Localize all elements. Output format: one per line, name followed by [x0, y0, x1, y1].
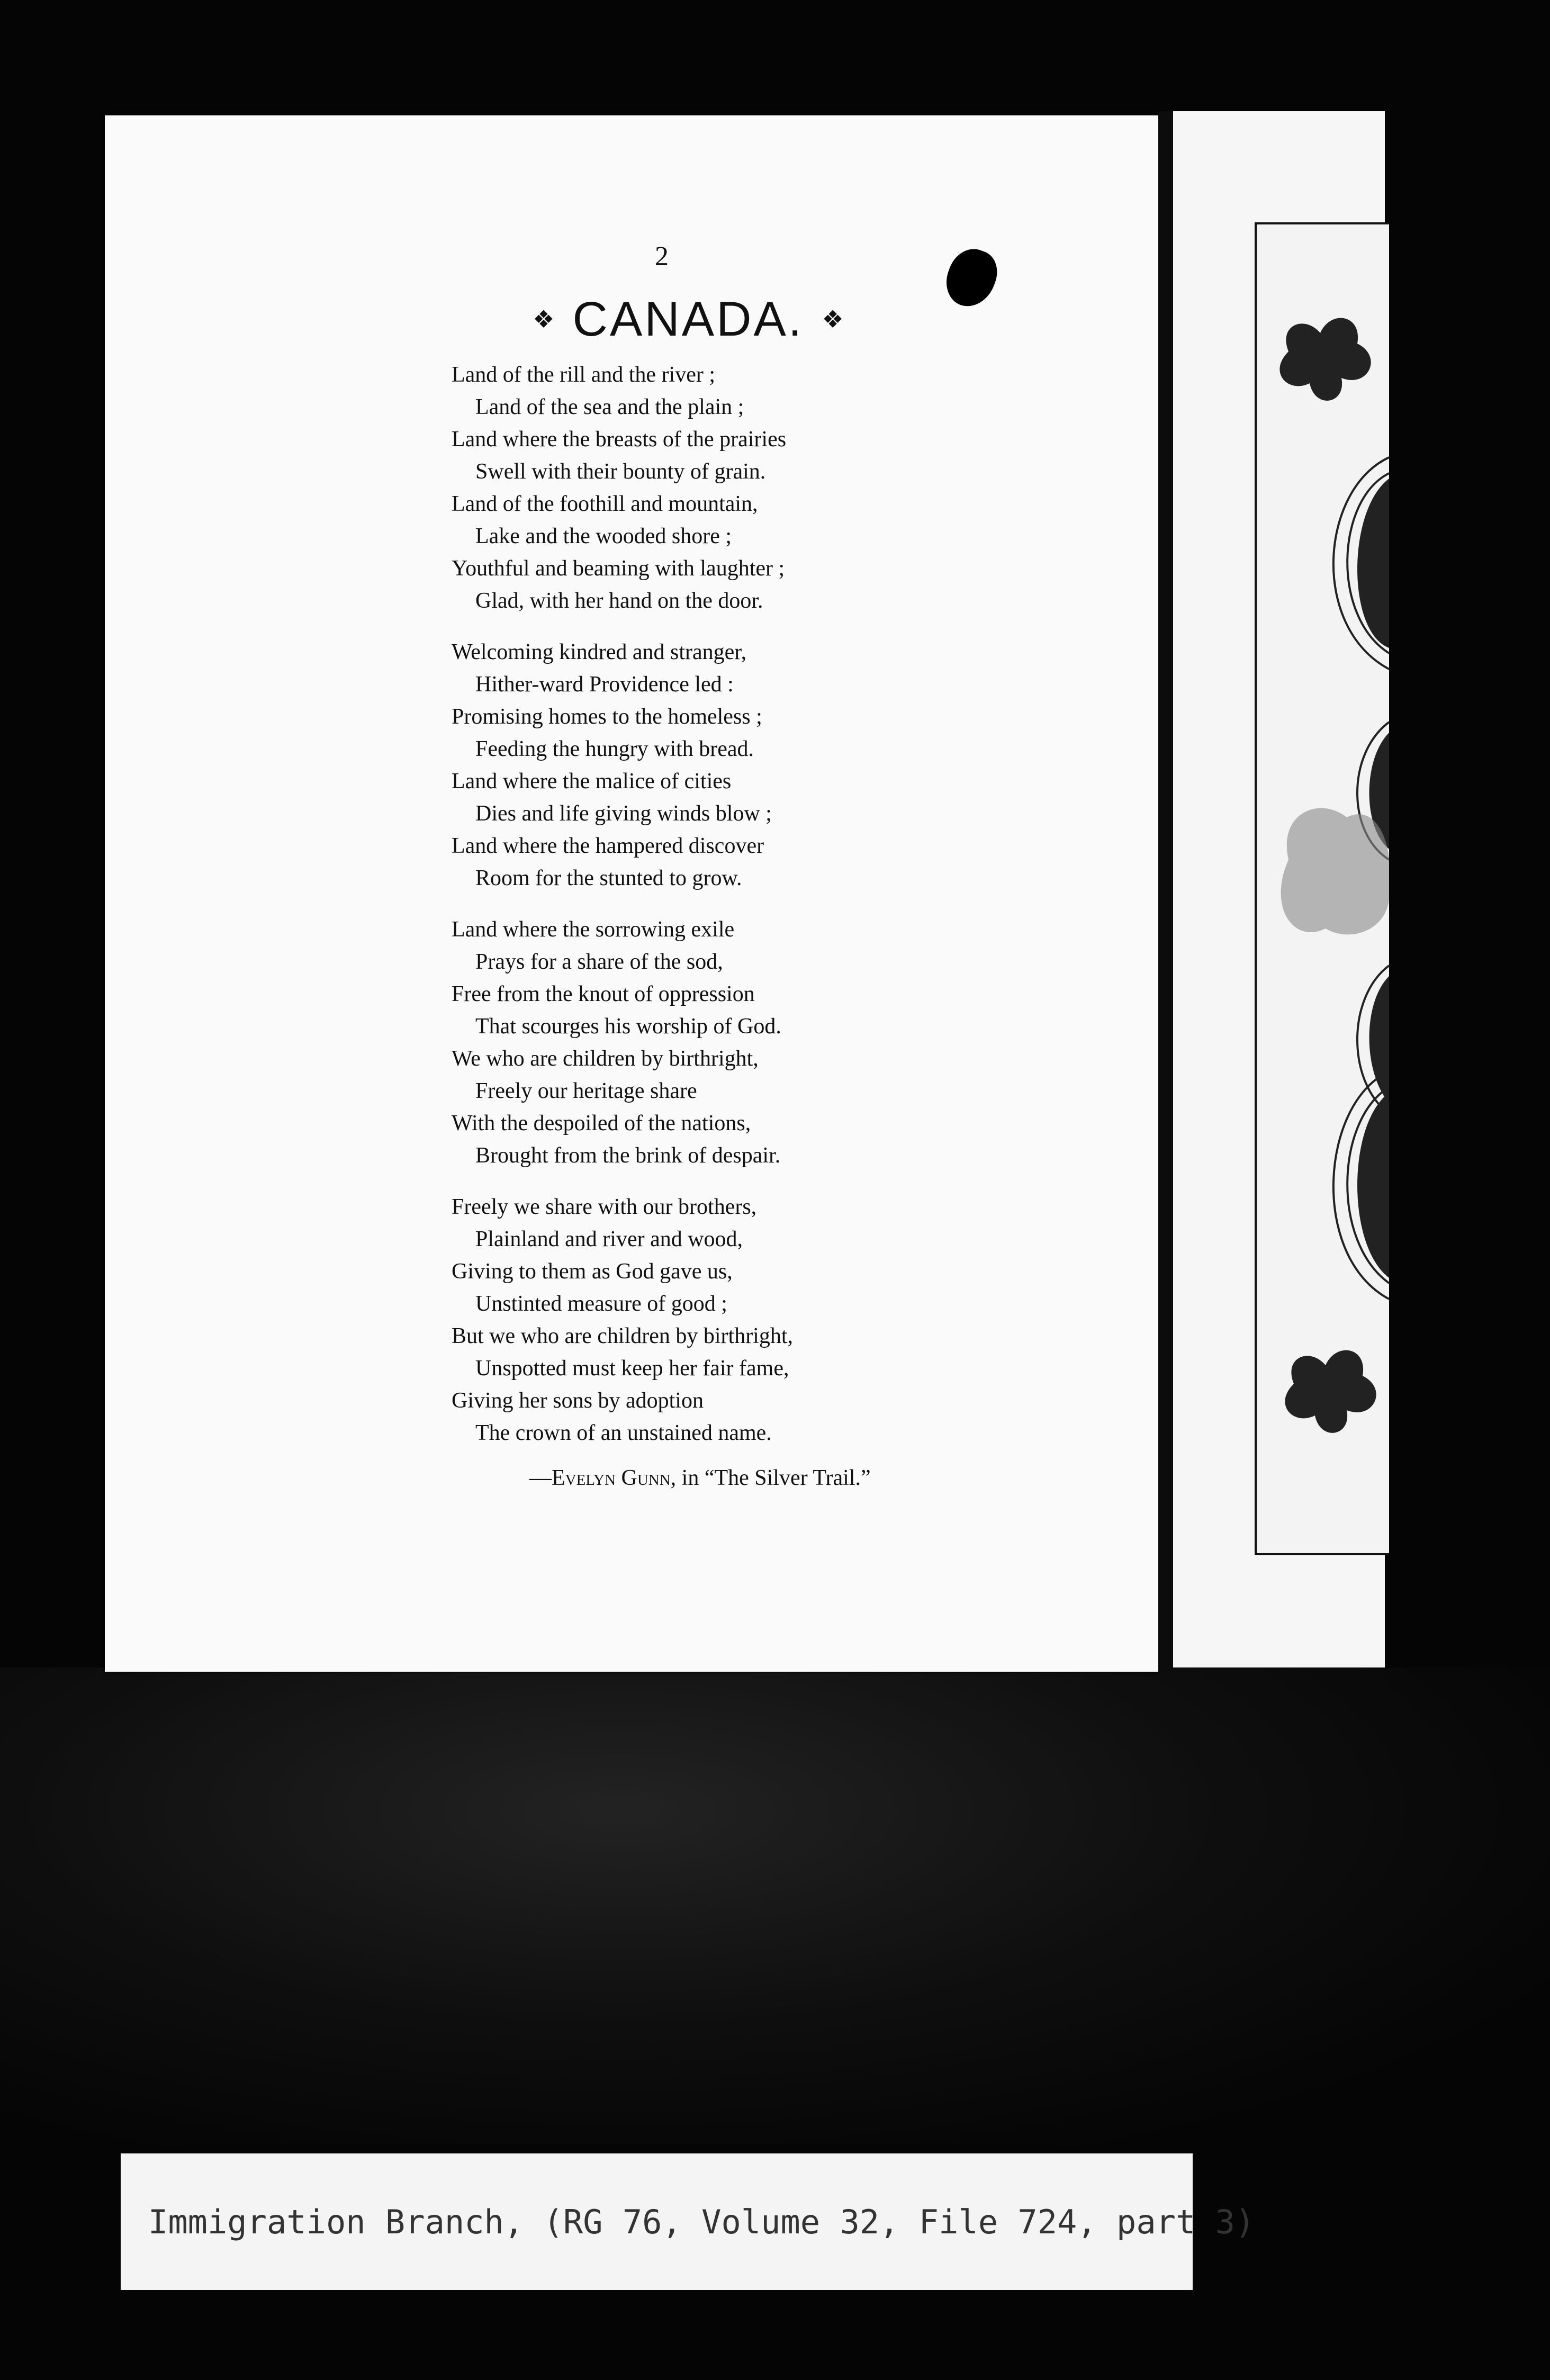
poem-line: Freely we share with our brothers,	[452, 1195, 757, 1219]
poem-line: Land of the sea and the plain ;	[475, 395, 744, 419]
poem-line: Hither-ward Providence led :	[475, 672, 734, 697]
poem-line: Brought from the brink of despair.	[475, 1143, 781, 1168]
poem-line: Land of the foothill and mountain,	[452, 492, 758, 516]
poem-line: Swell with their bounty of grain.	[475, 459, 766, 484]
poem-line: Feeding the hungry with bread.	[475, 737, 754, 761]
stanza-2	[452, 636, 1087, 895]
poem-line: Giving her sons by adoption	[452, 1389, 704, 1413]
poem-line: With the despoiled of the nations,	[452, 1111, 751, 1135]
poem-line: Youthful and beaming with laughter ;	[452, 556, 785, 581]
poem-line: Unspotted must keep her fair fame,	[475, 1356, 789, 1381]
poem-line: Land of the rill and the river ;	[452, 363, 715, 387]
poem-title: CANADA.	[572, 292, 804, 346]
poem-line: Land where the hampered discover	[452, 834, 764, 858]
attribution-author: Evelyn Gunn	[552, 1466, 671, 1490]
stanza-3	[452, 914, 1087, 1172]
poem-line: Dies and life giving winds blow ;	[475, 801, 772, 826]
poem-line: We who are children by birthright,	[452, 1047, 759, 1071]
poem-attribution	[529, 1465, 1006, 1491]
poem-body	[452, 359, 1087, 1468]
poem-line: Prays for a share of the sod,	[475, 950, 723, 974]
floral-ornament-illustration	[1257, 224, 1389, 1553]
poem-line: But we who are children by birthright,	[452, 1324, 794, 1348]
diamond-ornament-icon: ❖	[533, 306, 555, 333]
poem-line: Welcoming kindred and stranger,	[452, 640, 747, 664]
archive-label-strip	[121, 2153, 1255, 2290]
poem-line: Promising homes to the homeless ;	[452, 705, 762, 729]
poem-line: Land where the breasts of the prairies	[452, 427, 787, 452]
page-number: 2	[655, 241, 669, 272]
poem-line: Free from the knout of oppression	[452, 982, 755, 1006]
decorative-border-illustration	[1255, 222, 1389, 1555]
poem-line: Lake and the wooded shore ;	[475, 524, 732, 548]
attribution-dash: —	[529, 1466, 552, 1490]
poem-line: Plainland and river and wood,	[475, 1227, 743, 1251]
poem-line: Room for the stunted to grow.	[475, 866, 742, 890]
stanza-4	[452, 1191, 1087, 1449]
poem-line: The crown of an unstained name.	[475, 1421, 772, 1445]
attribution-source: , in “The Silver Trail.”	[670, 1466, 871, 1490]
poem-line: That scourges his worship of God.	[475, 1014, 781, 1039]
poem-line: Land where the malice of cities	[452, 769, 732, 794]
poem-line: Glad, with her hand on the door.	[475, 589, 763, 613]
poem-line: Land where the sorrowing exile	[452, 917, 735, 942]
poem-line: Freely our heritage share	[475, 1079, 697, 1103]
dark-background	[0, 1667, 1550, 2144]
poem-line: Giving to them as God gave us,	[452, 1259, 733, 1284]
poem-title-row	[476, 290, 900, 348]
stanza-1	[452, 359, 1087, 617]
poem-line: Unstinted measure of good ;	[475, 1292, 727, 1316]
book-spine	[1158, 111, 1173, 1673]
diamond-ornament-icon: ❖	[822, 306, 844, 333]
archive-label-text: Immigration Branch, (RG 76, Volume 32, File 724, part 3)	[148, 2202, 1255, 2241]
